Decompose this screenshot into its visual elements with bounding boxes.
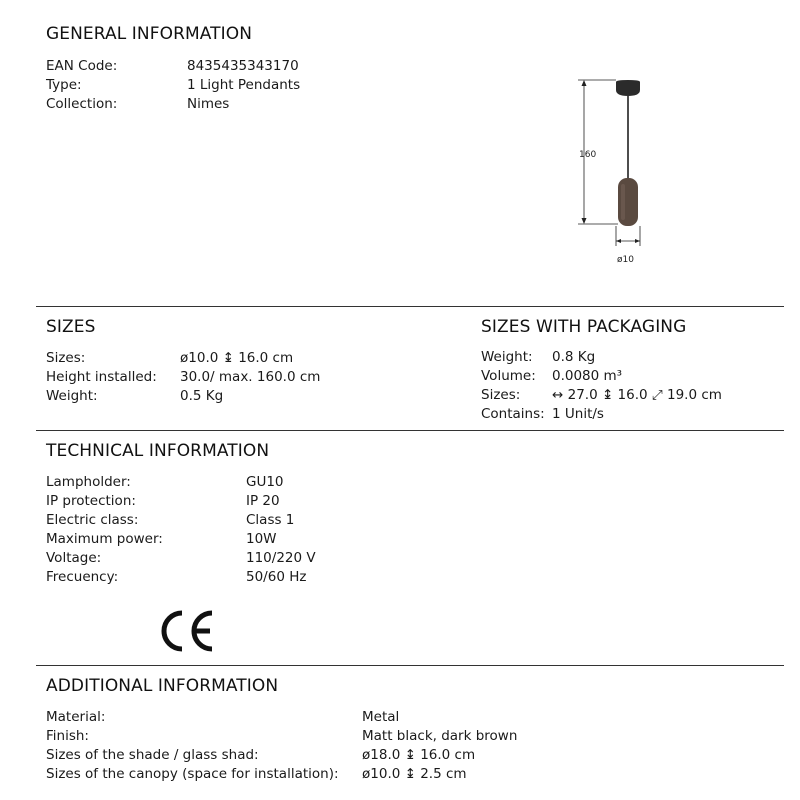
frequency-label: Frecuency:	[46, 569, 119, 585]
diameter-dimension-label: ø10	[617, 255, 634, 265]
collection-value: Nimes	[187, 96, 230, 112]
section-divider	[36, 306, 784, 307]
weight-value: 0.5 Kg	[180, 388, 224, 404]
packaging-weight-value: 0.8 Kg	[552, 349, 596, 365]
technical-information-heading: TECHNICAL INFORMATION	[46, 441, 270, 461]
ean-code-label: EAN Code:	[46, 58, 118, 74]
lampholder-value: GU10	[246, 474, 284, 490]
material-value: Metal	[362, 709, 400, 725]
type-value: 1 Light Pendants	[187, 77, 301, 93]
section-divider	[36, 665, 784, 666]
height-dimension-label: 160	[579, 150, 597, 160]
weight-label: Weight:	[46, 388, 98, 404]
sizes-label: Sizes:	[46, 350, 86, 366]
type-label: Type:	[46, 77, 82, 93]
ip-protection-value: IP 20	[246, 493, 280, 509]
ce-mark-icon	[158, 605, 218, 657]
packaging-volume-value: 0.0080 m³	[552, 368, 623, 384]
finish-label: Finish:	[46, 728, 89, 744]
canopy-sizes-label: Sizes of the canopy (space for installation):	[46, 766, 339, 782]
canopy-sizes-value: ø10.0 ↨ 2.5 cm	[362, 766, 467, 782]
electric-class-value: Class 1	[246, 512, 295, 528]
material-label: Material:	[46, 709, 106, 725]
packaging-sizes-label: Sizes:	[481, 387, 521, 403]
ean-code-value: 8435435343170	[187, 58, 299, 74]
section-divider	[36, 430, 784, 431]
frequency-value: 50/60 Hz	[246, 569, 307, 585]
height-installed-value: 30.0/ max. 160.0 cm	[180, 369, 321, 385]
maximum-power-value: 10W	[246, 531, 277, 547]
voltage-value: 110/220 V	[246, 550, 316, 566]
packaging-contains-value: 1 Unit/s	[552, 406, 604, 422]
collection-label: Collection:	[46, 96, 118, 112]
electric-class-label: Electric class:	[46, 512, 139, 528]
general-information-heading: GENERAL INFORMATION	[46, 24, 253, 44]
packaging-heading: SIZES WITH PACKAGING	[481, 317, 687, 337]
additional-information-heading: ADDITIONAL INFORMATION	[46, 676, 279, 696]
maximum-power-label: Maximum power:	[46, 531, 163, 547]
ip-protection-label: IP protection:	[46, 493, 136, 509]
lampholder-label: Lampholder:	[46, 474, 131, 490]
pendant-dimension-diagram	[560, 66, 660, 276]
packaging-weight-label: Weight:	[481, 349, 533, 365]
shade-sizes-value: ø18.0 ↨ 16.0 cm	[362, 747, 476, 763]
height-installed-label: Height installed:	[46, 369, 157, 385]
sizes-heading: SIZES	[46, 317, 96, 337]
finish-value: Matt black, dark brown	[362, 728, 518, 744]
shade-sizes-label: Sizes of the shade / glass shad:	[46, 747, 259, 763]
sizes-value: ø10.0 ↨ 16.0 cm	[180, 350, 294, 366]
voltage-label: Voltage:	[46, 550, 102, 566]
packaging-contains-label: Contains:	[481, 406, 545, 422]
packaging-volume-label: Volume:	[481, 368, 536, 384]
canopy-shape	[616, 80, 640, 96]
packaging-sizes-value: ↔ 27.0 ↨ 16.0 ⤢ 19.0 cm	[552, 387, 722, 403]
